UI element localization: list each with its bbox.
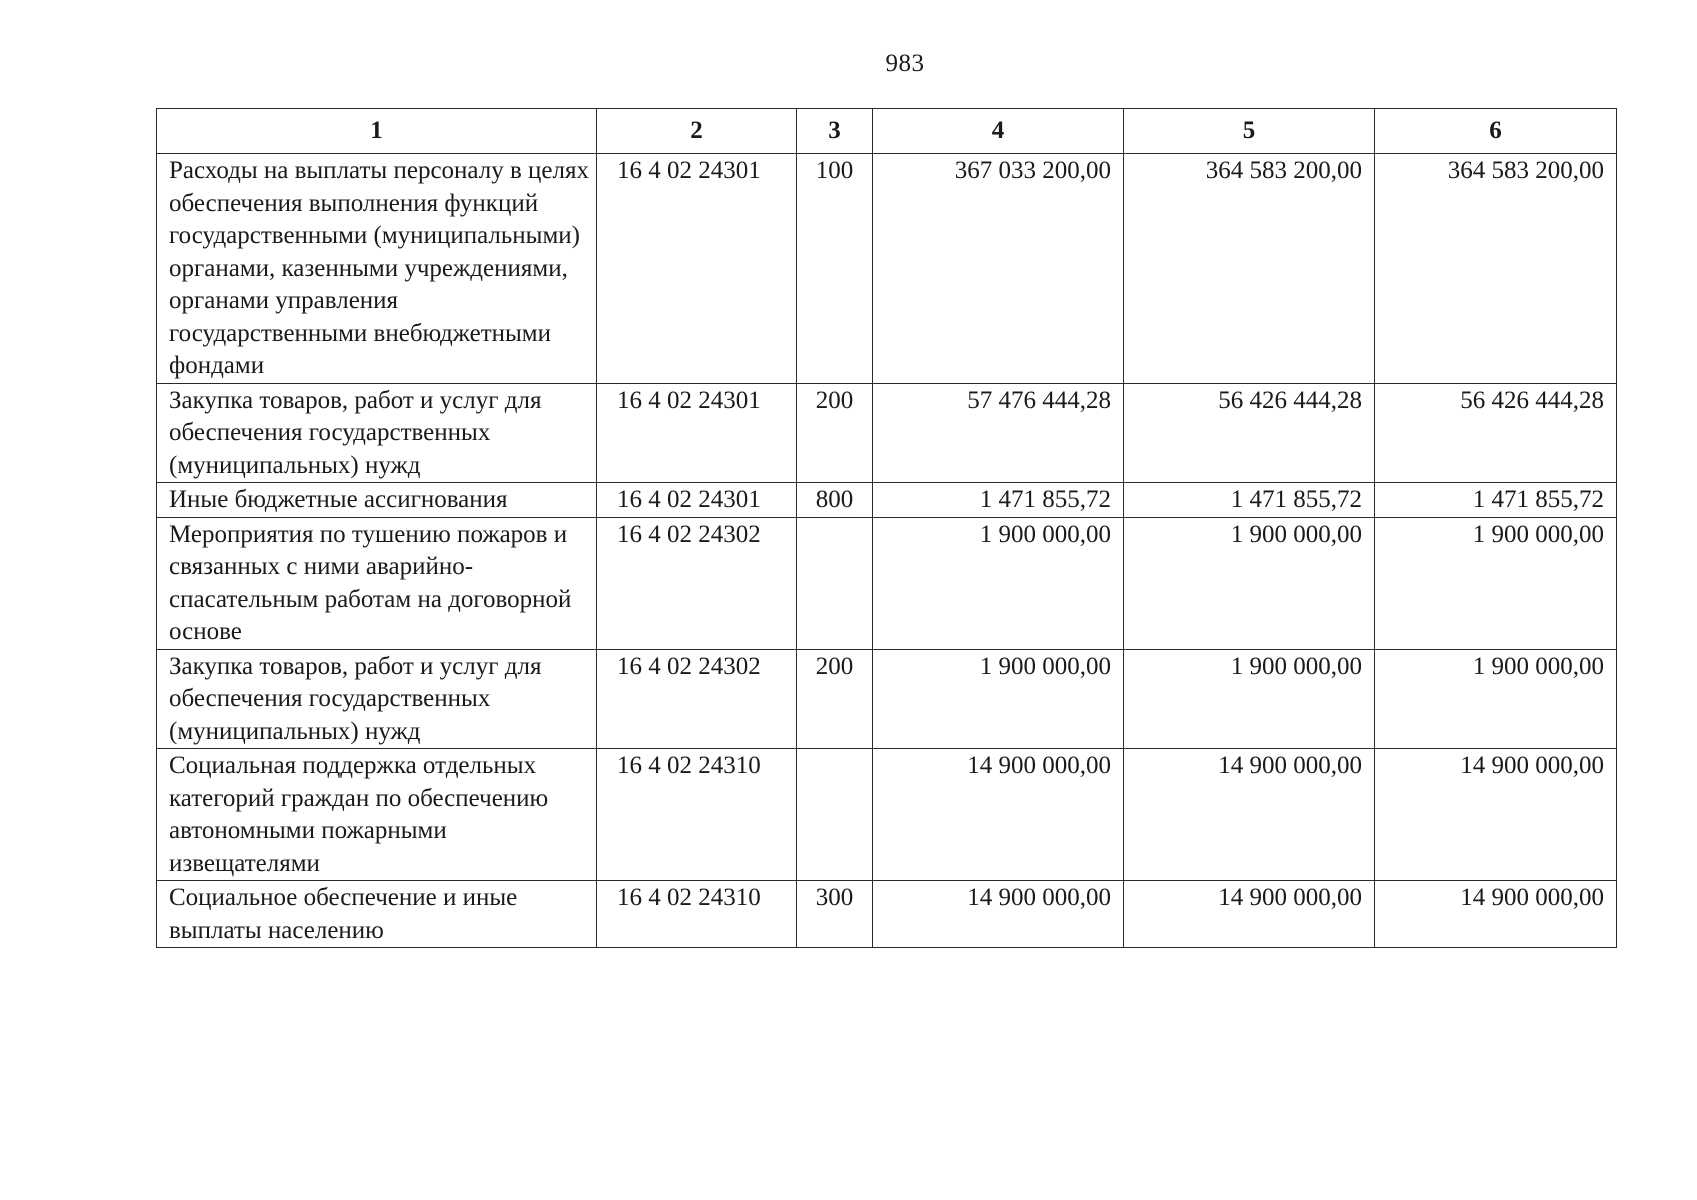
row-amount-col5: 1 900 000,00	[1124, 649, 1375, 749]
row-amount-col6: 1 471 855,72	[1375, 483, 1617, 518]
row-expense-type: 100	[797, 154, 873, 384]
header-col-6: 6	[1375, 109, 1617, 154]
row-amount-col6: 14 900 000,00	[1375, 881, 1617, 948]
row-amount-col4: 1 900 000,00	[873, 517, 1124, 649]
row-name: Расходы на выплаты персоналу в целях обеспечения выполнения функций государственными (муниципальными) органами, казенными учреждениями, органами управления государственными внебюджетными фондами	[157, 154, 597, 384]
header-col-2: 2	[597, 109, 797, 154]
row-expense-type: 200	[797, 649, 873, 749]
table-row	[157, 483, 1617, 518]
row-amount-col4: 57 476 444,28	[873, 383, 1124, 483]
header-col-1: 1	[157, 109, 597, 154]
row-amount-col4: 1 471 855,72	[873, 483, 1124, 518]
row-code: 16 4 02 24301	[597, 154, 797, 384]
row-amount-col4: 367 033 200,00	[873, 154, 1124, 384]
header-row	[157, 109, 1617, 154]
budget-table	[156, 108, 1617, 948]
row-amount-col6: 364 583 200,00	[1375, 154, 1617, 384]
row-amount-col6: 1 900 000,00	[1375, 517, 1617, 649]
table-row	[157, 383, 1617, 483]
row-amount-col6: 14 900 000,00	[1375, 749, 1617, 881]
table-row	[157, 154, 1617, 384]
row-code: 16 4 02 24301	[597, 383, 797, 483]
table-row	[157, 749, 1617, 881]
row-name: Социальное обеспечение и иные выплаты населению	[157, 881, 597, 948]
row-amount-col5: 14 900 000,00	[1124, 749, 1375, 881]
row-amount-col5: 364 583 200,00	[1124, 154, 1375, 384]
table-row	[157, 517, 1617, 649]
row-amount-col5: 1 900 000,00	[1124, 517, 1375, 649]
page-number: 983	[885, 50, 925, 77]
row-name: Закупка товаров, работ и услуг для обеспечения государственных (муниципальных) нужд	[157, 383, 597, 483]
table-row	[157, 649, 1617, 749]
row-expense-type: 200	[797, 383, 873, 483]
row-name: Мероприятия по тушению пожаров и связанных с ними аварийно-спасательным работам на договорной основе	[157, 517, 597, 649]
row-amount-col4: 14 900 000,00	[873, 881, 1124, 948]
row-name: Иные бюджетные ассигнования	[157, 483, 597, 518]
row-expense-type	[797, 517, 873, 649]
row-code: 16 4 02 24302	[597, 517, 797, 649]
row-amount-col4: 1 900 000,00	[873, 649, 1124, 749]
table-row	[157, 881, 1617, 948]
header-col-3: 3	[797, 109, 873, 154]
row-amount-col5: 1 471 855,72	[1124, 483, 1375, 518]
header-col-5: 5	[1124, 109, 1375, 154]
row-code: 16 4 02 24310	[597, 881, 797, 948]
row-name: Закупка товаров, работ и услуг для обеспечения государственных (муниципальных) нужд	[157, 649, 597, 749]
row-expense-type: 300	[797, 881, 873, 948]
row-amount-col6: 1 900 000,00	[1375, 649, 1617, 749]
table-header	[157, 109, 1617, 154]
row-amount-col5: 56 426 444,28	[1124, 383, 1375, 483]
row-amount-col4: 14 900 000,00	[873, 749, 1124, 881]
table-body	[157, 154, 1617, 948]
row-code: 16 4 02 24310	[597, 749, 797, 881]
row-code: 16 4 02 24301	[597, 483, 797, 518]
row-expense-type	[797, 749, 873, 881]
row-expense-type: 800	[797, 483, 873, 518]
row-code: 16 4 02 24302	[597, 649, 797, 749]
row-amount-col5: 14 900 000,00	[1124, 881, 1375, 948]
row-name: Социальная поддержка отдельных категорий граждан по обеспечению автономными пожарными извещателями	[157, 749, 597, 881]
header-col-4: 4	[873, 109, 1124, 154]
row-amount-col6: 56 426 444,28	[1375, 383, 1617, 483]
